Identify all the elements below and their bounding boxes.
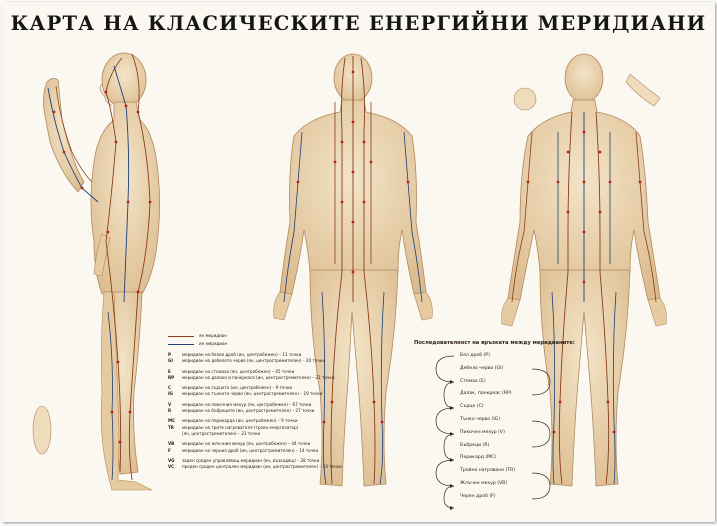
meridian-description: меридиан на сърцето (ин, центробежен) – 9 точки	[182, 385, 293, 391]
order-connector-arrows	[414, 350, 564, 510]
order-item: Стомах (E)	[460, 378, 486, 384]
meridian-code: VC	[168, 464, 175, 470]
meridian-description: меридиан на бъбреците (ин, центростремителен) – 27 точки	[182, 408, 315, 414]
order-item: Сърце (C)	[460, 404, 484, 410]
meridian-code: MC	[168, 418, 176, 424]
meridian-description: меридиан на трите нагревателя (троен енергизатор)	[182, 424, 299, 430]
legend-group	[168, 458, 398, 471]
order-item: Пикочен мехур (V)	[460, 429, 505, 435]
legend-line-blue	[168, 344, 194, 345]
legend-group	[168, 418, 398, 437]
meridian-description: меридиан на дебелото черво (ян, центростремителен) – 20 точки	[182, 358, 326, 364]
meridian-description: меридиан на далака и панкреаса (ин, центростремителен) – 21 точки	[182, 374, 335, 380]
meridian-description: меридиан на пикочния мехур (ян, центробежен) – 67 точки	[182, 401, 312, 407]
legend-row	[168, 464, 398, 470]
meridian-code: GI	[168, 358, 173, 364]
meridian-description: меридиан на стомаха (ян, центробежен) – 45 точки	[182, 368, 295, 374]
meridian-code: C	[168, 385, 172, 391]
meridian-description: (ян, центростремителен) – 23 точки	[182, 430, 261, 436]
meridian-code: RP	[168, 374, 175, 380]
order-title: Последователност на връзката между меридианите:	[414, 340, 575, 346]
order-item: Черен дроб (F)	[460, 493, 496, 499]
meridian-code: V	[168, 401, 172, 407]
legend-key-yin	[168, 340, 398, 348]
meridian-code: VG	[168, 457, 175, 463]
meridian-description: меридиан на жлъчния мехур (ян, центробежен) – 44 точки	[182, 441, 311, 447]
meridian-description: заден среден управляващ меридиан (ян, възходящ) – 28 точки	[182, 457, 320, 463]
order-item: Тройно нагряване (TR)	[460, 468, 516, 474]
meridian-code: R	[168, 408, 172, 414]
order-item: Перикард (MC)	[460, 455, 497, 461]
meridian-order-diagram	[414, 340, 575, 504]
meridian-chart-poster	[2, 2, 715, 522]
order-item: Бял дроб (P)	[460, 353, 490, 358]
meridian-code: IG	[168, 391, 173, 397]
meridian-code: TR	[168, 424, 174, 430]
meridian-code: F	[168, 447, 171, 453]
legend-group	[168, 352, 398, 365]
legend-group	[168, 441, 398, 454]
meridian-code: VB	[168, 441, 175, 447]
meridian-description: меридиан на тънкото черво (ян, центростремителен) – 19 точки	[182, 391, 323, 397]
legend-group	[168, 385, 398, 398]
meridian-code: P	[168, 352, 172, 357]
poster-title: КАРТА НА КЛАСИЧЕСКИТЕ ЕНЕРГИЙНИ МЕРИДИАНИ	[10, 12, 707, 35]
legend-group	[168, 402, 398, 415]
legend-key-yang	[168, 332, 398, 340]
legend-line-brown	[168, 336, 194, 337]
meridian-description: меридиан на белия дроб (ин, центробежен) – 11 точки	[182, 352, 302, 357]
order-item: Дебело черво (GI)	[460, 365, 504, 371]
order-item: Тънко черво (IG)	[460, 416, 501, 422]
order-item: Далак, панкреас (RP)	[460, 391, 512, 397]
meridian-description: преден среден централен меридиан (ин, центростремителен) – 24 точки	[182, 464, 342, 470]
figure-side-view	[33, 53, 160, 490]
legend-key-label: ин меридиан	[199, 340, 228, 346]
legend-key-label: ян меридиан	[199, 332, 227, 338]
meridian-description: меридиан на перикарда (ин, центробежен) – 9 точки	[182, 418, 298, 424]
order-item: Бъбреци (R)	[460, 442, 490, 448]
meridian-description: меридиан на черния дроб (ин, центростремителен) – 14 точки	[182, 447, 319, 453]
meridian-legend	[168, 332, 398, 470]
order-item: Жлъчен мехур (VB)	[460, 480, 508, 486]
meridian-code: E	[168, 368, 171, 374]
legend-group	[168, 369, 398, 382]
